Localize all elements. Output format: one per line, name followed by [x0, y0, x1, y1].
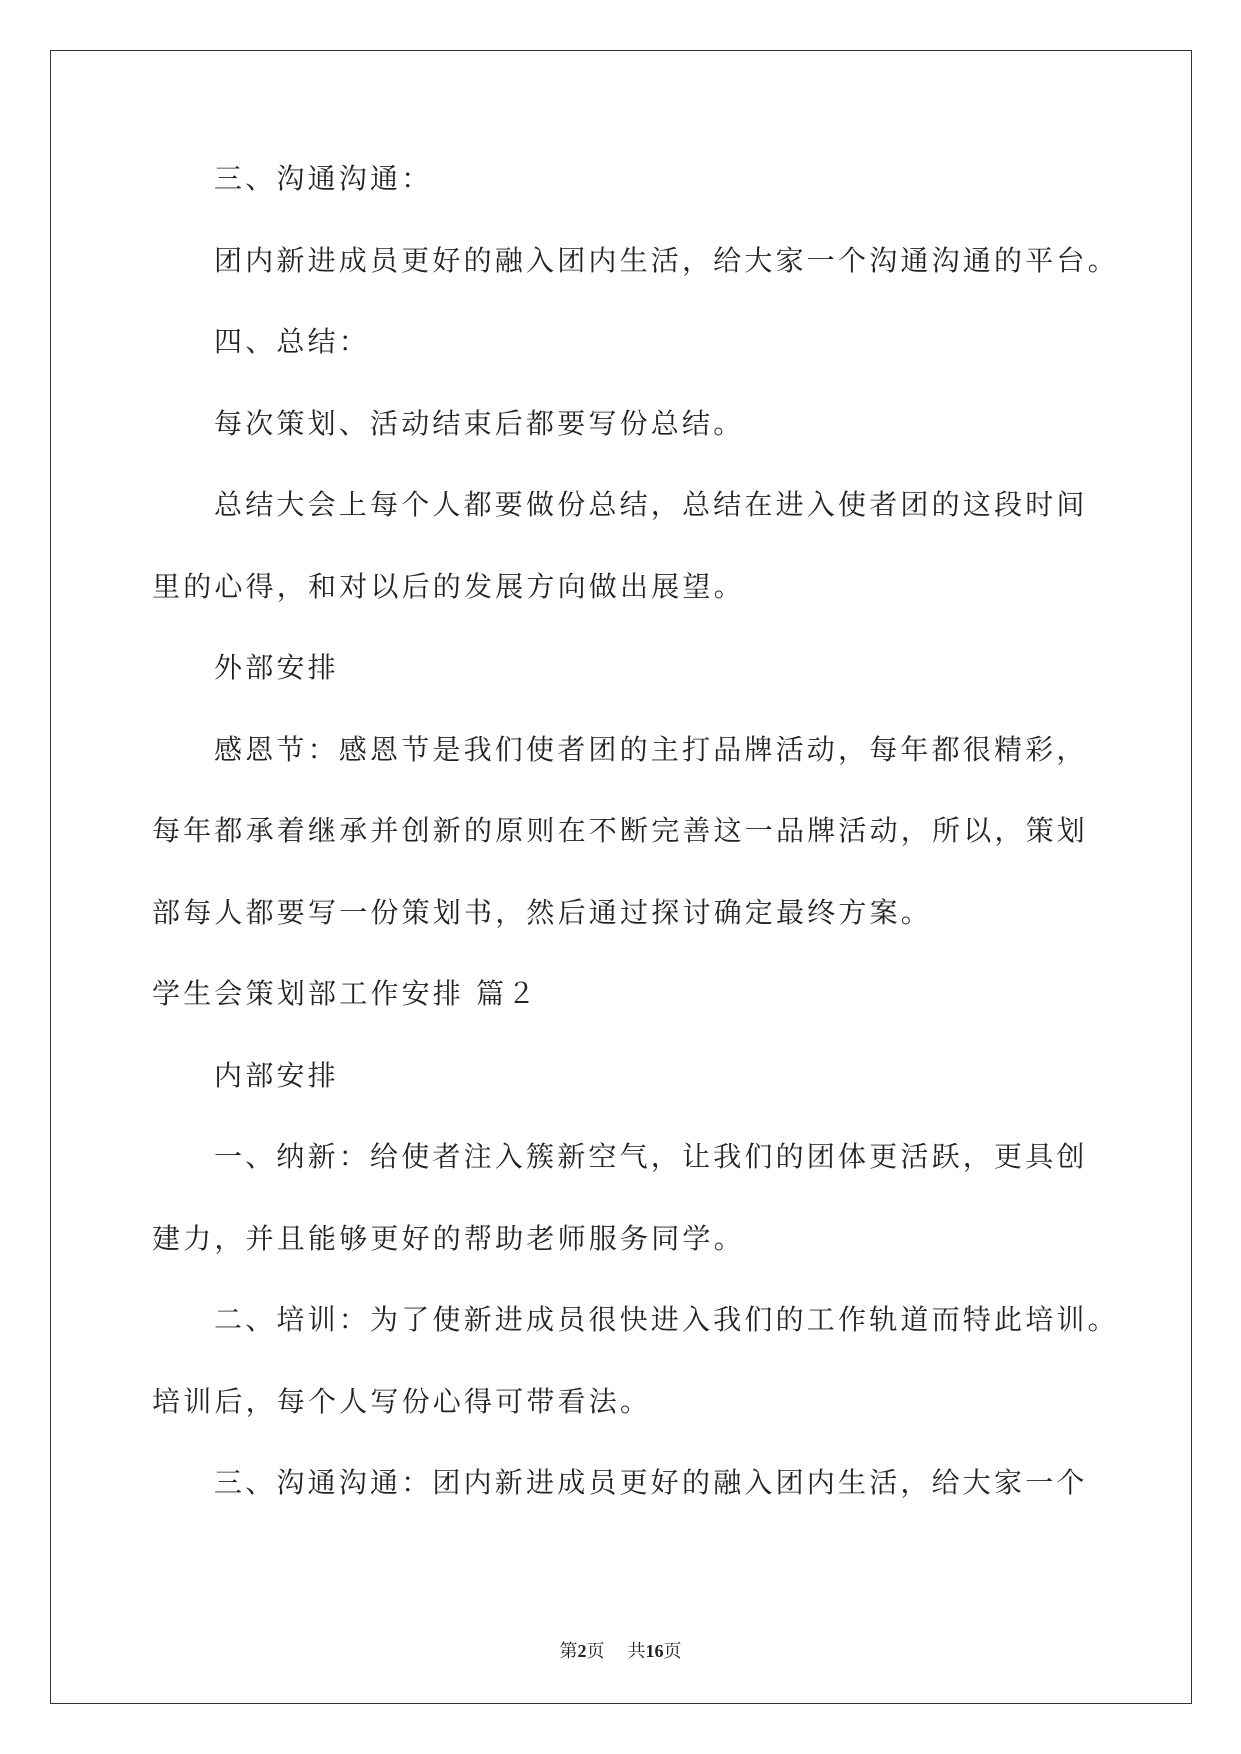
section-heading: 外部安排 [214, 651, 339, 684]
paragraph-line: 每次策划、活动结束后都要写份总结。 [214, 406, 745, 440]
footer-page-suffix: 页 [586, 1641, 605, 1662]
article-title: 学生会策划部工作安排 篇２ [152, 977, 539, 1010]
paragraph-line: 团内新进成员更好的融入团内生活，给大家一个沟通沟通的平台。 [214, 243, 1119, 277]
paragraph-line: 三、沟通沟通：团内新进成员更好的融入团内生活，给大家一个 [214, 1466, 1088, 1499]
paragraph-line: 每年都承着继承并创新的原则在不断完善这一品牌活动，所以，策划 [152, 814, 1089, 847]
footer-total-prefix: 共 [627, 1641, 646, 1662]
paragraph-line: 一、纳新：给使者注入簇新空气，让我们的团体更活跃，更具创 [214, 1140, 1088, 1173]
footer-total-suffix: 页 [663, 1641, 682, 1662]
section-heading: 内部安排 [214, 1058, 339, 1092]
footer-page-number: 2 [577, 1641, 587, 1661]
paragraph-line: 里的心得，和对以后的发展方向做出展望。 [152, 569, 745, 603]
paragraph-line: 感恩节：感恩节是我们使者团的主打品牌活动，每年都很精彩， [214, 732, 1088, 766]
paragraph-line: 培训后，每个人写份心得可带看法。 [152, 1384, 652, 1418]
document-body [152, 162, 1119, 1551]
section-heading: 四、总结： [214, 325, 371, 358]
paragraph-line: 部每人都要写一份策划书，然后通过探讨确定最终方案。 [152, 895, 933, 929]
paragraph-line: 建力，并且能够更好的帮助老师服务同学。 [152, 1221, 745, 1255]
page-footer [0, 1637, 1241, 1663]
footer-total-pages: 16 [645, 1641, 664, 1661]
paragraph-line: 二、培训：为了使新进成员很快进入我们的工作轨道而特此培训。 [214, 1303, 1119, 1336]
paragraph-line: 总结大会上每个人都要做份总结，总结在进入使者团的这段时间 [214, 488, 1088, 521]
section-heading: 三、沟通沟通： [214, 162, 433, 195]
footer-page-prefix: 第 [559, 1641, 578, 1662]
